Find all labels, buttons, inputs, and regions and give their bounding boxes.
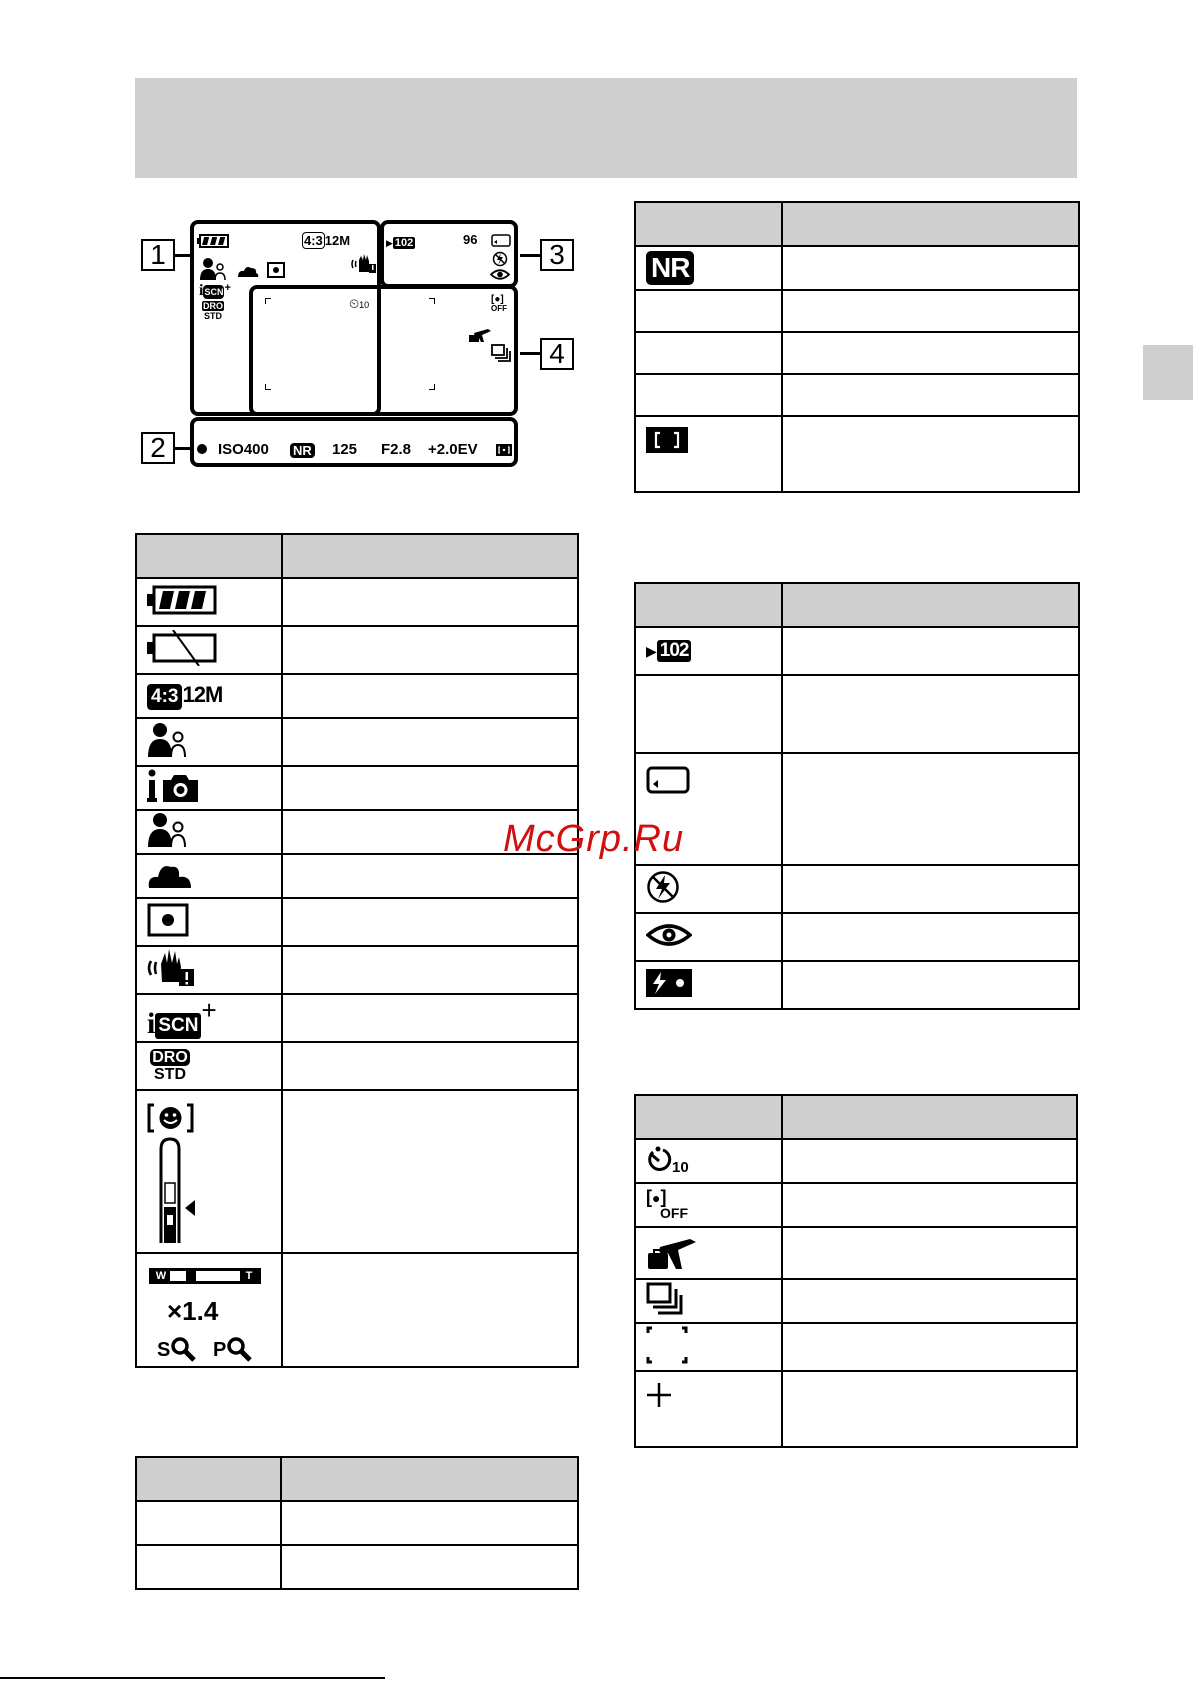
battery-empty-icon [147, 630, 217, 666]
table-nr [634, 201, 1080, 493]
table-1 [135, 533, 579, 1368]
callout-2: 2 [141, 432, 175, 464]
landscape-icon [237, 264, 259, 278]
table-4 [634, 1094, 1078, 1448]
magnifier-icon [170, 1336, 196, 1362]
dro-icon: DRO STD [203, 301, 223, 321]
zoom-w-label: W [152, 1271, 170, 1281]
watermark: McGrp.Ru [503, 818, 685, 860]
spot-metering-icon [147, 903, 189, 937]
callout-1: 1 [141, 239, 175, 271]
table-row [635, 675, 1079, 753]
face-off-icon: [●] OFF [635, 1183, 782, 1227]
table-row [136, 946, 578, 994]
table-row [136, 1545, 578, 1589]
zoom-indicator [186, 1271, 196, 1281]
burst-icon [646, 1282, 684, 1316]
table-row [635, 865, 1079, 913]
table-row [635, 290, 1079, 332]
dro-icon [136, 1042, 282, 1090]
table-row [635, 961, 1079, 1009]
folder-label: 102 [394, 237, 414, 249]
table-row [635, 1183, 1077, 1227]
leader-line-3 [520, 254, 540, 257]
table-row [136, 766, 578, 810]
spot-metering-icon [267, 262, 285, 278]
memory-card-icon [491, 234, 511, 247]
metering-icon [496, 444, 512, 456]
timer-glyph [646, 1146, 672, 1174]
zoom-t-label: T [240, 1271, 258, 1281]
travel-icon [468, 325, 492, 343]
table-row [635, 1371, 1077, 1447]
camera-shake-icon [351, 252, 377, 274]
dro-label: DRO [152, 1049, 188, 1066]
memory-card-icon [646, 766, 690, 794]
af-range-icon [646, 1326, 688, 1364]
smile-shutter-icon [147, 1103, 203, 1243]
table-row [136, 994, 578, 1042]
flash-off-icon [646, 870, 680, 904]
red-eye-icon [646, 921, 692, 949]
table-row [136, 1501, 578, 1545]
callout-4: 4 [540, 338, 574, 370]
ev-label: +2.0EV [428, 441, 478, 458]
table-2 [135, 1456, 579, 1590]
burst-icon [491, 344, 511, 362]
side-tab [1143, 345, 1193, 400]
off-label: OFF [660, 1204, 688, 1221]
folder-label: 102 [657, 640, 692, 662]
image-size-icon [136, 674, 282, 718]
zoom-icon [136, 1253, 282, 1367]
zoom-bar [149, 1268, 261, 1284]
zoom-multiplier: ×1.4 [167, 1296, 219, 1326]
bottom-rule [0, 1677, 385, 1679]
aspect-label: 4:3 [304, 233, 323, 248]
image-size-indicator [302, 232, 350, 250]
leader-line-4 [520, 352, 540, 355]
red-eye-icon [490, 268, 510, 281]
iso-label: ISO400 [218, 441, 269, 458]
battery-icon [197, 234, 229, 248]
std-label: STD [154, 1066, 186, 1083]
af-frame-icon [646, 427, 688, 453]
smart-zoom-label: S [157, 1339, 171, 1361]
camera-shake-icon [147, 949, 197, 987]
portrait-icon [147, 722, 187, 758]
intelligent-auto-icon [147, 769, 201, 803]
header-band [135, 78, 1077, 178]
table-row [635, 1323, 1077, 1371]
table-row [635, 246, 1079, 290]
size-text: 12M [182, 682, 223, 707]
flash-off-icon [492, 251, 508, 267]
table-row [635, 416, 1079, 492]
portrait-icon [199, 257, 227, 281]
landscape-icon [147, 859, 193, 889]
table-row [136, 718, 578, 766]
face-off-icon: [●] OFF [491, 294, 507, 313]
table-row [635, 913, 1079, 961]
off-label: OFF [491, 304, 507, 313]
shutter-label: 125 [332, 441, 358, 458]
folder-icon: ▶ 102 [386, 237, 414, 249]
travel-icon [646, 1231, 698, 1271]
table-row [136, 674, 578, 718]
smart-zoom-icon [157, 1336, 196, 1362]
magnifier-icon [226, 1336, 252, 1362]
table-row [136, 1042, 578, 1090]
table-row [635, 627, 1079, 675]
table-row [136, 1090, 578, 1253]
timer-label: 10 [672, 1159, 689, 1177]
table-row [136, 1253, 578, 1367]
focus-dot-icon [197, 444, 207, 454]
nr-badge: NR [290, 443, 315, 458]
timer-label: 10 [359, 300, 370, 310]
table-row [635, 1227, 1077, 1279]
self-timer-icon [635, 1139, 782, 1183]
flash-charge-icon [646, 969, 692, 997]
size-label: 12M [324, 233, 351, 248]
aperture-label: F2.8 [381, 441, 412, 458]
aspect-badge: 4:3 [147, 684, 182, 710]
table-row [635, 332, 1079, 374]
table-row [136, 626, 578, 674]
nr-icon: NR [646, 251, 694, 285]
folder-icon: ▶ 102 [635, 627, 782, 675]
shots-remaining: 96 [463, 232, 478, 247]
table-row [635, 1139, 1077, 1183]
callout-3: 3 [540, 239, 574, 271]
precision-zoom-label: P [213, 1339, 227, 1361]
table-3 [634, 582, 1080, 1010]
table-row [635, 1279, 1077, 1323]
self-timer-icon: ⏲10 [349, 296, 370, 311]
superior-auto-icon: iSCN+ [199, 282, 231, 299]
battery-full-icon [147, 584, 217, 616]
table-row [635, 753, 1079, 865]
table-row [136, 898, 578, 946]
table-row [635, 374, 1079, 416]
crosshair-icon [646, 1382, 672, 1408]
portrait-scene-icon [147, 812, 187, 848]
table-row [136, 578, 578, 626]
superior-auto-icon: i SCN+ [136, 994, 282, 1042]
precision-zoom-icon [213, 1336, 252, 1362]
